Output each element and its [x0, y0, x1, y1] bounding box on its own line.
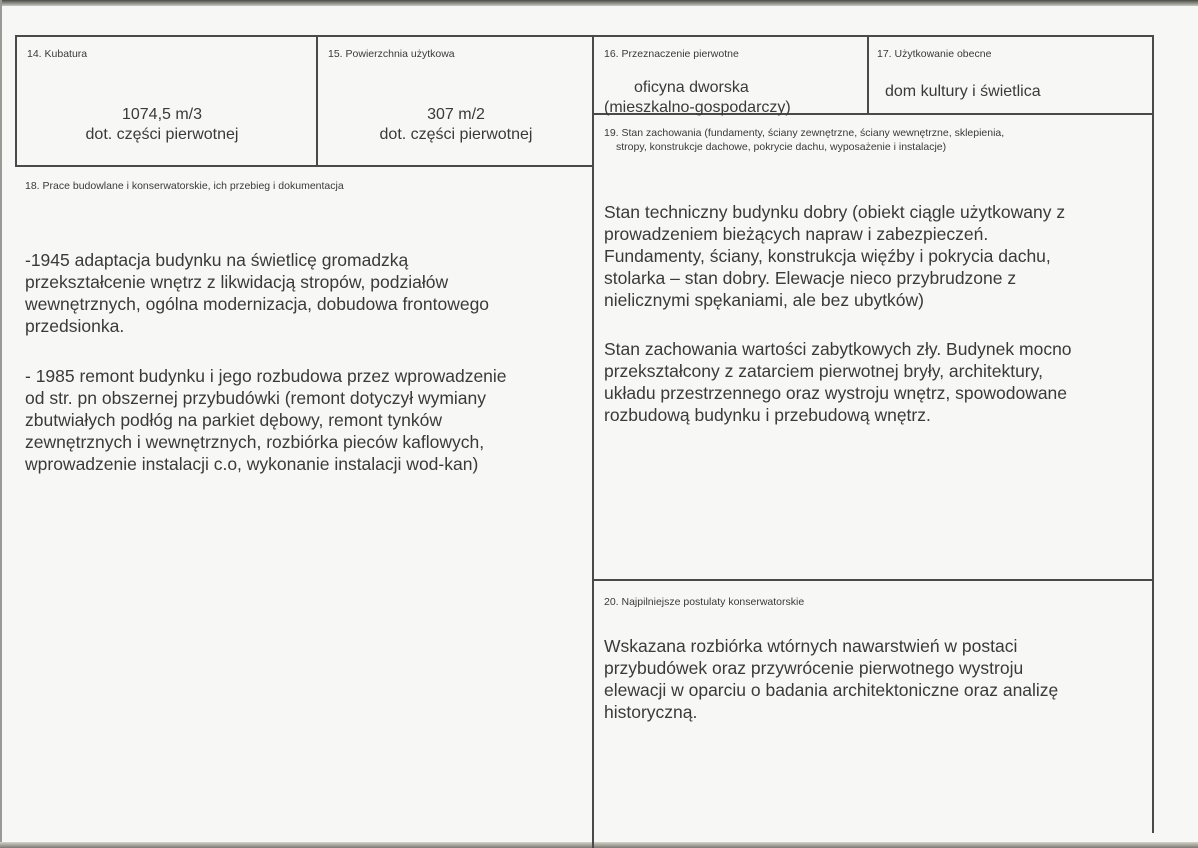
- field-18-prace-budowlane: [15, 165, 594, 848]
- field-19-label-line1: 19. Stan zachowania (fundamenty, ściany zewnętrzne, ściany wewnętrzne, sklepienia,: [604, 127, 1005, 139]
- field-18-paragraph-1: -1945 adaptacja budynku na świetlicę gromadzką przekształcenie wnętrz z likwidacją stropów, podziałów wewnętrznych, ogólna modernizacja, dobudowa frontowego przedsionka.: [25, 250, 490, 336]
- scan-edge-left: [0, 0, 2, 848]
- field-15-value-line1: 307 m/2: [427, 106, 485, 123]
- field-14-kubatura: [15, 35, 318, 167]
- field-19-paragraph-2: Stan zachowania wartości zabytkowych zły. Budynek mocno przekształcony z zatarciem pierwotnej bryły, architektury, układu przestrzennego oraz wystroju wnętrz, spowodowane rozbudową budynku i przebudową wnętrz.: [604, 339, 1072, 425]
- field-16-value-line1: oficyna dworska: [634, 79, 749, 96]
- field-18-paragraph-2: - 1985 remont budynku i jego rozbudowa przez wprowadzenie od str. pn obszernej przybudówki (remont dotyczył wymiany zbutwiałych podłóg na parkiet dębowy, remont tynków zewnętrznych i wewnętrznych, rozbiórka pieców kaflowych, wprowadzenie instalacji c.o, wykonanie instalacji wod-kan): [25, 366, 507, 474]
- field-15-powierzchnia: [316, 35, 594, 167]
- field-17-uzytkowanie-obecne: [867, 35, 1154, 115]
- field-18-label: 18. Prace budowlane i konserwatorskie, ich przebieg i dokumentacja: [25, 180, 344, 192]
- field-19-stan-zachowania: [592, 113, 1154, 581]
- field-19-paragraph-1: Stan techniczny budynku dobry (obiekt ciągle użytkowany z prowadzeniem bieżących napraw i zabezpieczeń. Fundamenty, ściany, konstrukcja więźby i pokrycia dachu, stolarka – stan dobry. Elewacje nieco przybrudzone z nielicznymi spękaniami, ale bez ubytków): [604, 202, 1066, 310]
- field-16-label: 16. Przeznaczenie pierwotne: [604, 48, 739, 60]
- field-20-label: 20. Najpilniejsze postulaty konserwatorskie: [604, 596, 805, 608]
- field-14-value-line1: 1074,5 m/3: [121, 106, 203, 123]
- field-16-przeznaczenie-pierwotne: [592, 35, 869, 115]
- field-14-value-line2: dot. części pierwotnej: [85, 126, 239, 143]
- scan-edge-top: [0, 0, 1198, 6]
- field-17-label: 17. Użytkowanie obecne: [877, 48, 992, 60]
- field-15-value-line2: dot. części pierwotnej: [379, 126, 533, 143]
- field-17-value: dom kultury i świetlica: [885, 83, 1041, 100]
- field-20-postulaty: [592, 579, 1154, 833]
- field-19-label-line2: stropy, konstrukcje dachowe, pokrycie dachu, wyposażenie i instalacje): [616, 141, 947, 153]
- field-16-value-line2: (mieszkalno-gospodarczy): [604, 99, 791, 116]
- field-20-text: Wskazana rozbiórka wtórnych nawarstwień w postaci przybudówek oraz przywrócenie pierwotnego wystroju elewacji w oparciu o badania architektoniczne oraz analizę historyczną.: [604, 636, 1059, 722]
- field-15-label: 15. Powierzchnia użytkowa: [328, 48, 455, 60]
- field-14-label: 14. Kubatura: [27, 48, 88, 60]
